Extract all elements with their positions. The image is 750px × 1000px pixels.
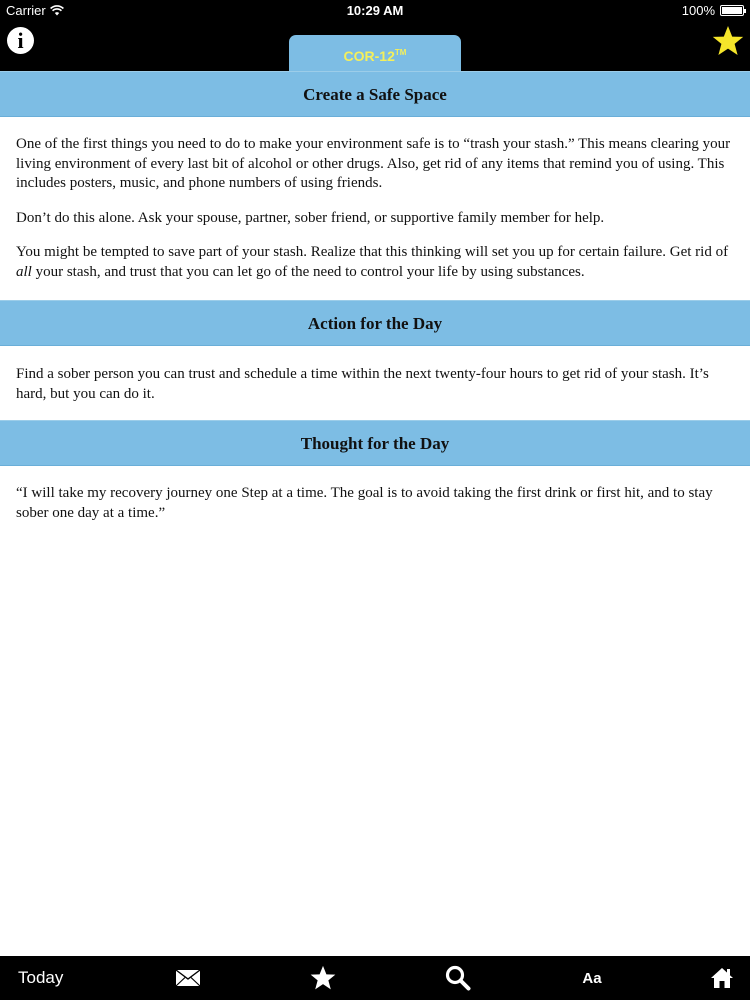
paragraph: One of the first things you need to do to make your environment safe is to “trash your stash.” This means clearing your living environment of every last bit of alcohol or other drugs. Also, get rid of any items that remind you of using. This includes posters, music, and phone numbers of using friends. xyxy=(16,136,731,191)
app-title-tab xyxy=(289,35,461,71)
app-title: COR-12 xyxy=(343,48,395,64)
emphasis-text: all xyxy=(16,263,32,280)
search-icon xyxy=(445,965,471,991)
home-icon xyxy=(710,967,734,989)
tab-home[interactable] xyxy=(708,956,736,1000)
section-body-action xyxy=(16,365,734,419)
tab-mail[interactable] xyxy=(174,956,202,1000)
carrier-label: Carrier xyxy=(6,3,46,18)
battery-fill xyxy=(722,7,742,14)
status-time: 10:29 AM xyxy=(346,3,404,18)
paragraph-text: your stash, and trust that you can let go of the need to control your life by using substances. xyxy=(35,263,585,280)
paragraph-text: You might be tempted to save part of your stash. Realize that this thinking will set you up for certain failure. Get rid of xyxy=(16,244,729,260)
info-button[interactable] xyxy=(7,27,34,54)
battery-percent: 100% xyxy=(681,3,715,18)
paragraph: Don’t do this alone. Ask your spouse, partner, sober friend, or supportive family member for help. xyxy=(16,209,605,226)
star-icon xyxy=(310,965,336,991)
tab-favorites[interactable] xyxy=(309,956,337,1000)
battery xyxy=(682,3,744,18)
paragraph xyxy=(16,243,734,282)
top-bar xyxy=(0,0,750,71)
mail-icon xyxy=(175,969,201,987)
section-body-safe-space xyxy=(16,135,734,297)
bottom-tab-bar xyxy=(0,956,750,1000)
star-icon xyxy=(713,26,743,55)
trademark-mark: TM xyxy=(394,48,407,57)
tab-today[interactable]: Today xyxy=(18,968,64,987)
favorite-star-button[interactable] xyxy=(712,25,744,57)
paragraph: “I will take my recovery journey one Step at a time. The goal is to avoid taking the first drink or first hit, and to stay sober one day at a time.” xyxy=(16,485,713,521)
paragraph: Find a sober person you can trust and schedule a time within the next twenty-four hours to get rid of your stash. It’s hard, but you can do it. xyxy=(16,366,709,402)
tab-search[interactable] xyxy=(444,956,472,1000)
battery-icon xyxy=(720,5,744,16)
status-bar xyxy=(0,0,750,22)
tab-font-size[interactable]: Aa xyxy=(582,969,602,987)
section-header-thought: Thought for the Day xyxy=(0,420,750,466)
section-header-action: Action for the Day xyxy=(0,300,750,346)
section-body-thought xyxy=(16,484,734,538)
info-icon: i xyxy=(17,28,24,53)
section-header-safe-space: Create a Safe Space xyxy=(0,71,750,117)
